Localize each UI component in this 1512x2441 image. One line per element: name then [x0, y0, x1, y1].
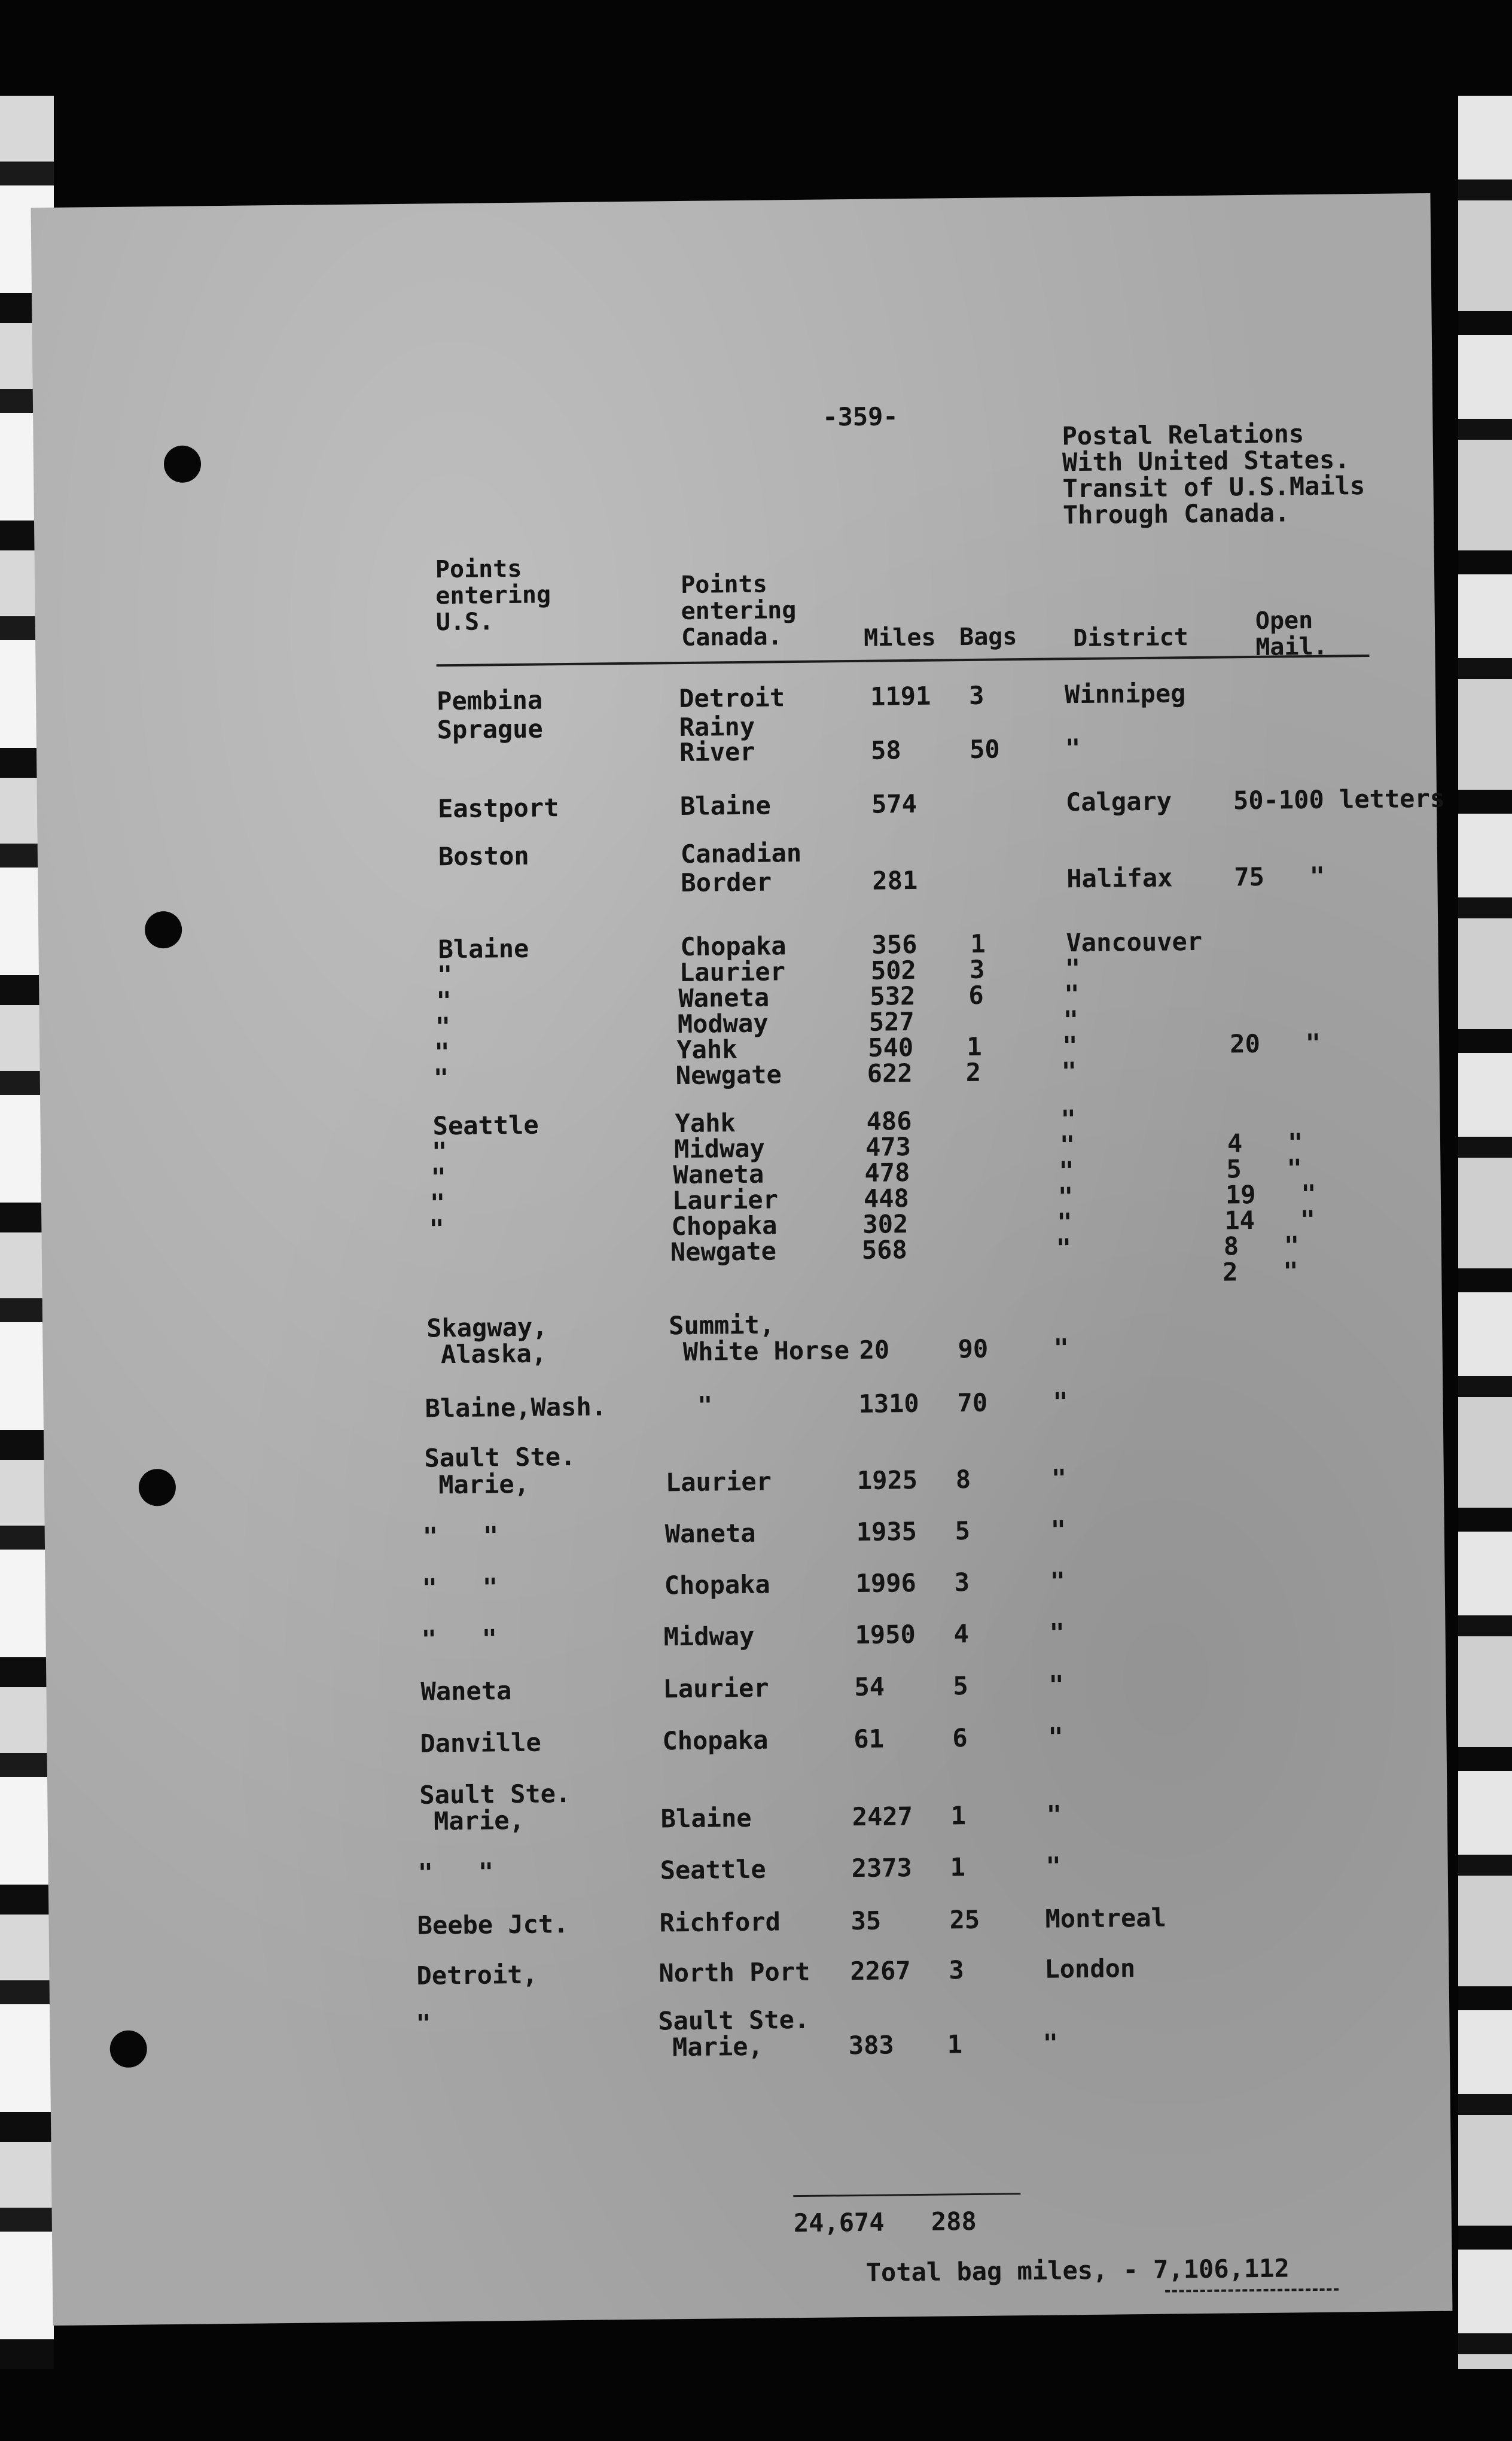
sum-rule: [793, 2193, 1020, 2197]
cell-open: 75 ": [1234, 861, 1325, 892]
document-page: [31, 193, 1453, 2326]
cell-can: Midway: [673, 1133, 766, 1164]
cell-miles: 622: [867, 1058, 913, 1088]
cell-can: Summit,: [668, 1310, 775, 1341]
cell-district: Calgary: [1065, 786, 1172, 817]
total-bag-miles: Total bag miles, - 7,106,112: [865, 2253, 1290, 2287]
cell-miles: 54: [854, 1672, 885, 1702]
cell-district: ": [1049, 1618, 1065, 1648]
cell-us: Skagway,: [426, 1312, 548, 1343]
cell-us: Beebe Jct.: [417, 1909, 569, 1940]
cell-miles: 1191: [870, 681, 931, 711]
cell-us: ": [429, 1214, 444, 1244]
total-underline: [1165, 2288, 1339, 2293]
cell-open: 4 ": [1227, 1128, 1303, 1158]
cell-district: ": [1064, 979, 1080, 1009]
cell-bags: 5: [953, 1671, 969, 1701]
col-header-us: entering: [435, 581, 551, 610]
col-header-open: Open: [1255, 606, 1313, 635]
cell-open: 5 ": [1226, 1153, 1303, 1184]
cell-us: ": [431, 1162, 447, 1192]
cell-district: Halifax: [1066, 863, 1173, 894]
punch-hole: [145, 911, 182, 949]
cell-can: Detroit: [678, 683, 785, 714]
cell-bags: 4: [953, 1619, 970, 1649]
cell-miles: 1310: [858, 1388, 919, 1419]
cell-district: ": [1045, 1851, 1062, 1881]
cell-can: Waneta: [673, 1159, 764, 1190]
cell-can: Sault Ste.: [658, 2004, 810, 2036]
punch-hole: [164, 445, 202, 483]
cell-can: Newgate: [670, 1236, 777, 1267]
cell-open: 50-100 letters: [1233, 783, 1446, 815]
cell-us: Detroit,: [416, 1959, 538, 1990]
cell-open: 2 ": [1223, 1256, 1298, 1287]
cell-miles: 532: [870, 981, 916, 1011]
cell-can: Rainy: [679, 711, 755, 742]
cell-us: " ": [422, 1572, 498, 1603]
cell-district: ": [1051, 1463, 1067, 1493]
cell-us: Alaska,: [425, 1338, 547, 1369]
cell-us: Blaine: [438, 933, 529, 964]
cell-open: 8 ": [1223, 1231, 1300, 1261]
cell-us: ": [416, 2008, 431, 2038]
cell-bags: 90: [958, 1334, 989, 1364]
cell-bags: 50: [969, 734, 1000, 764]
cell-can: ": [667, 1390, 713, 1421]
cell-can: Laurier: [679, 957, 786, 988]
cell-can: Laurier: [663, 1673, 769, 1704]
cell-can: Modway: [677, 1008, 769, 1039]
cell-district: ": [1062, 1031, 1078, 1061]
cell-miles: 356: [871, 929, 917, 960]
header-rule: [437, 655, 1370, 666]
cell-miles: 302: [862, 1209, 909, 1239]
cell-can: North Port: [659, 1956, 810, 1988]
cell-us: ": [437, 960, 453, 990]
cell-miles: 1925: [856, 1465, 918, 1495]
cell-district: ": [1060, 1104, 1077, 1134]
cell-us: Pembina: [436, 685, 543, 716]
cell-district: Montreal: [1045, 1903, 1167, 1934]
cell-miles: 281: [872, 865, 918, 896]
cell-can: Waneta: [678, 982, 770, 1013]
cell-bags: 2: [965, 1057, 981, 1088]
cell-district: ": [1046, 1800, 1062, 1830]
cell-us: Seattle: [432, 1110, 539, 1141]
total-bags: 288: [931, 2206, 977, 2236]
cell-district: ": [1053, 1333, 1069, 1363]
cell-district: ": [1057, 1207, 1072, 1237]
heading-line: Postal Relations: [1062, 419, 1304, 451]
cell-bags: 3: [969, 954, 985, 984]
cell-district: ": [1053, 1387, 1069, 1417]
cell-miles: 2267: [850, 1956, 911, 1986]
cell-us: Boston: [438, 841, 529, 872]
cell-miles: 1935: [856, 1516, 917, 1547]
cell-us: Sprague: [437, 714, 543, 745]
heading-line: Through Canada.: [1062, 498, 1290, 530]
heading-line: Transit of U.S.Mails: [1062, 471, 1365, 504]
cell-open: 20 ": [1230, 1028, 1321, 1059]
cell-can: Blaine: [679, 790, 772, 821]
cell-can: Chopaka: [680, 931, 787, 962]
cell-bags: 1: [947, 2029, 963, 2059]
cell-can: White Horse: [667, 1335, 850, 1367]
cell-us: ": [436, 986, 452, 1016]
col-header-bags: Bags: [959, 623, 1017, 652]
cell-can: Chopaka: [671, 1210, 778, 1241]
col-header-open: Mail.: [1255, 632, 1328, 661]
cell-bags: 25: [949, 1904, 980, 1935]
col-header-us: Points: [435, 555, 522, 584]
cell-district: Vancouver: [1066, 926, 1203, 958]
cell-district: ": [1065, 733, 1081, 763]
page-number: -359-: [822, 401, 898, 432]
col-header-can: entering: [681, 596, 797, 626]
cell-can: Laurier: [665, 1466, 772, 1498]
cell-miles: 574: [871, 789, 917, 819]
cell-us: " ": [421, 1624, 498, 1654]
cell-miles: 478: [864, 1158, 910, 1188]
cell-us: ": [434, 1037, 450, 1067]
cell-us: Blaine,Wash.: [425, 1392, 607, 1423]
cell-district: ": [1061, 1057, 1077, 1086]
cell-bags: 6: [968, 980, 984, 1011]
cell-district: Winnipeg: [1064, 678, 1186, 710]
cell-miles: 61: [853, 1724, 885, 1754]
cell-can: Marie,: [657, 2031, 764, 2062]
cell-miles: 2373: [851, 1853, 913, 1883]
cell-bags: 3: [954, 1568, 970, 1597]
cell-bags: 1: [950, 1801, 967, 1831]
cell-miles: 527: [868, 1006, 914, 1037]
cell-us: ": [429, 1188, 446, 1218]
cell-can: River: [679, 736, 755, 768]
cell-miles: 473: [865, 1132, 912, 1162]
cell-miles: 383: [848, 2030, 894, 2060]
cell-us: ": [435, 1012, 451, 1042]
cell-bags: 3: [968, 680, 984, 710]
cell-district: ": [1042, 2028, 1059, 2058]
cell-can: Laurier: [672, 1185, 779, 1216]
cell-miles: 502: [870, 955, 917, 985]
cell-can: Chopaka: [662, 1725, 769, 1756]
cell-miles: 20: [859, 1335, 890, 1365]
punch-hole: [109, 2030, 147, 2068]
cell-us: Sault Ste.: [424, 1441, 576, 1473]
cell-district: ": [1056, 1233, 1072, 1263]
cell-miles: 1996: [855, 1568, 917, 1599]
cell-can: Canadian: [680, 838, 802, 869]
cell-district: ": [1048, 1722, 1063, 1752]
cell-us: Sault Ste.: [419, 1779, 571, 1810]
cell-district: ": [1057, 1182, 1074, 1212]
cell-us: " ": [422, 1521, 499, 1551]
col-header-district: District: [1072, 623, 1189, 653]
cell-can: Waneta: [664, 1518, 756, 1549]
cell-miles: 1950: [855, 1619, 916, 1650]
cell-district: ": [1059, 1130, 1075, 1160]
film-edge-right: [1458, 96, 1512, 2369]
cell-district: ": [1048, 1670, 1065, 1700]
cell-bags: 1: [970, 929, 986, 958]
cell-us: Waneta: [420, 1676, 512, 1706]
cell-bags: 3: [949, 1955, 965, 1985]
cell-can: Midway: [663, 1621, 755, 1652]
cell-us: ": [431, 1137, 447, 1167]
cell-miles: 486: [866, 1106, 912, 1136]
cell-can: Blaine: [660, 1803, 752, 1834]
cell-bags: 1: [950, 1852, 966, 1882]
cell-can: Newgate: [675, 1060, 782, 1091]
cell-can: Seattle: [660, 1854, 766, 1885]
col-header-us: U.S.: [435, 608, 494, 637]
cell-bags: 8: [955, 1465, 971, 1495]
punch-hole: [139, 1469, 176, 1506]
cell-miles: 540: [868, 1032, 914, 1063]
col-header-can: Canada.: [681, 623, 782, 652]
cell-us: Marie,: [418, 1805, 525, 1836]
cell-bags: 70: [957, 1387, 988, 1418]
cell-can: Yahk: [676, 1034, 737, 1065]
cell-miles: 58: [870, 735, 901, 765]
total-miles: 24,674: [793, 2207, 885, 2238]
cell-bags: 6: [952, 1723, 968, 1753]
cell-district: ": [1050, 1566, 1066, 1596]
cell-bags: 5: [955, 1516, 971, 1546]
cell-district: London: [1044, 1953, 1136, 1984]
cell-us: ": [433, 1063, 449, 1093]
cell-us: Eastport: [437, 793, 559, 824]
cell-can: Border: [681, 867, 772, 898]
col-header-miles: Miles: [863, 623, 936, 652]
cell-can: Yahk: [675, 1108, 736, 1139]
cell-us: Danville: [420, 1727, 541, 1758]
col-header-can: Points: [680, 570, 767, 599]
cell-miles: 448: [863, 1183, 910, 1213]
cell-miles: 2427: [852, 1801, 913, 1832]
cell-district: ": [1059, 1156, 1075, 1186]
cell-us: Marie,: [423, 1469, 530, 1500]
cell-can: Chopaka: [664, 1569, 770, 1600]
cell-miles: 568: [861, 1235, 907, 1265]
cell-us: " ": [417, 1857, 494, 1888]
cell-miles: 35: [850, 1906, 882, 1936]
cell-open: 19 ": [1225, 1179, 1316, 1210]
cell-district: ": [1063, 1005, 1079, 1035]
cell-bags: 1: [967, 1031, 982, 1062]
cell-can: Richford: [659, 1907, 781, 1938]
heading-line: With United States.: [1062, 445, 1350, 477]
cell-district: ": [1065, 954, 1081, 984]
cell-open: 14 ": [1224, 1204, 1316, 1235]
cell-district: ": [1050, 1515, 1066, 1545]
